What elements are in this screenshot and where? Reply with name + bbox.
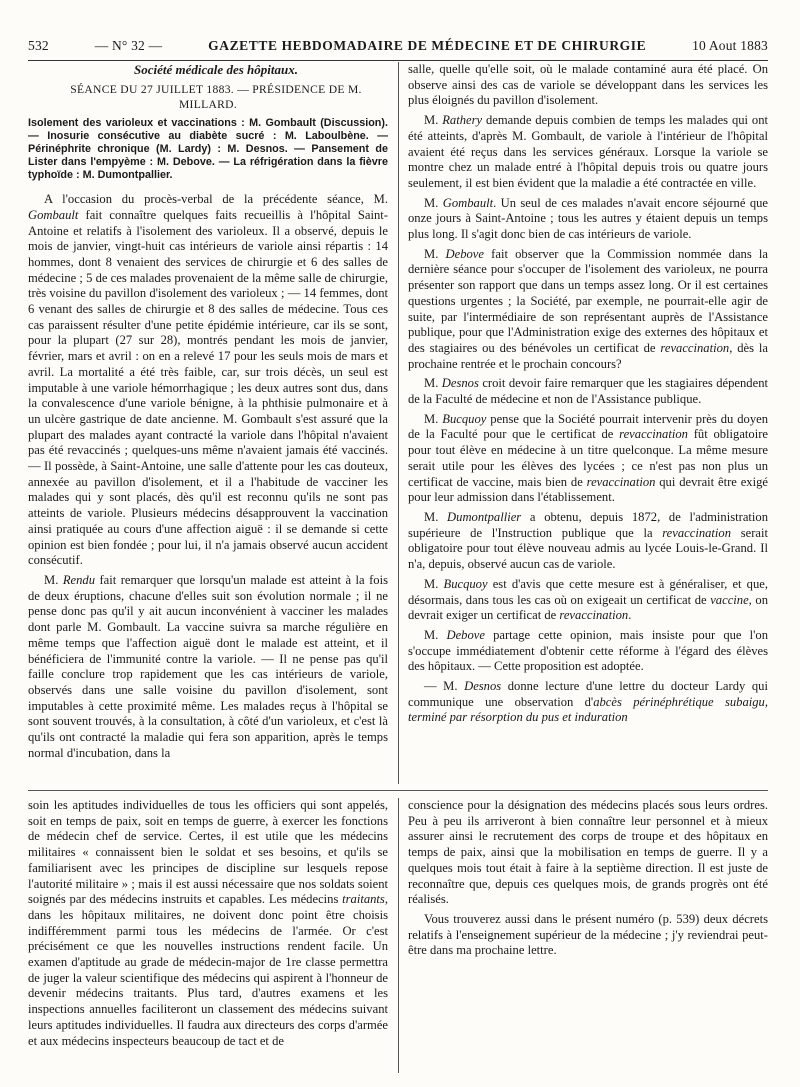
column-divider-upper <box>398 62 399 784</box>
paragraph-bucquoy-2: M. Bucquoy est d'avis que cette mesure est à généraliser, et que, désormais, dans tous les cas où on exigeait un certificat de vaccine, on devrait exiger un certificat de revaccination. <box>408 576 768 623</box>
paragraph-debove-2: M. Debove partage cette opinion, mais insiste pour que l'on s'occupe immédiatement d'obtenir cette réforme à l'égard des élèves des hôpitaux. — Cette proposition est adoptée. <box>408 627 768 674</box>
upper-right-column <box>408 62 768 784</box>
paragraph-debove: M. Debove fait observer que la Commission nommée dans la dernière séance pour s'occuper de l'isolement des varioleux, ne pourra présenter son rapport que dans un temps assez long. Or il est certaines questions urgentes ; la Société, par exemple, ne pourrait-elle agir de suite, par l'intermédiaire de son représentant auprès de l'Assistance publique, pour que l'Administration exige des externes des hôpitaux et des stagiaires ou des bénévoles un certificat de revaccination, dès la prochaine rentrée et le prochain concours? <box>408 246 768 371</box>
paragraph-rendu: M. Rendu fait remarquer que lorsqu'un malade est atteint à la fois de deux éruptions, chacune d'elles suit son évolution normale ; il ne pense donc pas qu'il y ait aucun inconvénient à vacciner les malades dont parle M. Gombault. La vaccine suivra sa marche régulière en même temps que l'affection aiguë dont le malade est atteint, et il bénéficiera de l'immunité contre la variole. — Il ne pense pas qu'il faille conclure trop rapidement que les cas intérieurs de variole, observés dans une salle voisine du pavillon d'isolement, sont imputables à cette proximité même. Les malades reçus à l'hôpital se sont souvent trouvés, à la consultation, à côté d'un varioleux, et c'est là qu'ils ont contracté la maladie qui fera son apparition, après le temps normal d'incubation, dans la <box>28 572 388 760</box>
paragraph-lower-left: soin les aptitudes individuelles de tous les officiers qui sont appelés, soit en temps de paix, soit en temps de guerre, à exercer les fonctions de médecin chef de service. Certes, il est utile que les médecins militaires « connaissent bien le soldat et ses besoins, et qu'ils se familiarisent avec les principes de discipline sur lesquels repose l'autorité militaire » ; mais il est aussi nécessaire que nos soldats soient soignés par des médecins instruits et capables. Les médecins traitants, dans les hôpitaux militaires, ne doivent donc point être choisis indifféremment parmi tous les médecins de l'armée. Or c'est précisément ce que les nouvelles instructions rendent facile. Un examen d'aptitude au grade de médecin-major de 1re classe permettra de juger la valeur scientifique des médecins qui aspirent à l'honneur de devenir médecins traitants. Plus tard, d'autres examens et les inspections annuelles faciliteront un classement des médecins suivant leurs aptitudes individuelles. Il faudra aux directeurs des corps d'armée et aux médecins inspecteurs beaucoup de tact et de <box>28 798 388 1048</box>
paragraph-gombault-reply: M. Gombault. Un seul de ces malades n'avait encore séjourné que onze jours à Saint-Antoine ; tous les autres y étaient depuis un temps plus long. Il s'agit donc bien de cas intérieurs de variole. <box>408 195 768 242</box>
paragraph-gombault: A l'occasion du procès-verbal de la précédente séance, M. Gombault fait connaître quelques faits recueillis à l'hôpital Saint-Antoine et relatifs à l'isolement des varioleux. Il a observé, depuis le mois de janvier, vingt-huit cas intérieurs de variole ainsi répartis : 14 hommes, dont 8 venaient des services de chirurgie et 6 des salles de médecine ; 5 de ces malades provenaient de la même salle de chirurgie, très voisine du pavillon d'isolement des varioleux ; — 14 femmes, dont 6 venant des salles de chirurgie et 8 des salles de médecine. Tous ces cas paraissent résulter d'une petite épidémie intérieure, car ils se sont, pour la plupart (27 sur 28), montrés pendant les mois de janvier, février, mars et avril : on en a relevé 17 pour les seuls mois de mars et avril. La mortalité a été très faible, car, sur trois décès, un seul est imputable à une variole hémorrhagique ; les deux autres sont dus, dans la convalescence d'une variole bénigne, à la phthisie pulmonaire et à un ulcère gastrique de date ancienne. M. Gombault s'est assuré que la plupart des malades ayant contracté la variole dans l'hôpital n'avaient pas été revaccinés ; quelques-uns même n'avaient jamais été vaccinés. — Il possède, à Saint-Antoine, une salle d'attente pour les cas douteux, annexée au pavillon d'isolement, et il a l'habitude de vacciner les malades qui y sont placés, dès qu'il est reconnu qu'ils ne sont pas atteints de variole. Plusieurs médecins désapprouvent la vaccination ainsi pratiquée au cours d'une affection aiguë : il se demande si cette opinion est bien fondée ; pour lui, il n'a jamais observé aucun accident consécutif. <box>28 192 388 568</box>
page-number: 532 <box>28 38 49 53</box>
paragraph-rathery: M. Rathery demande depuis combien de temps les malades qui ont été atteints, d'après M. Gombault, de variole à l'intérieur de l'hôpital avaient été reçus dans les services généraux. Lorsque la variole se montre chez un malade entré à l'hôpital depuis trois ou quatre jours seulement, il est bien évident que la maladie a été contractée en ville. <box>408 113 768 190</box>
speaker-name: Gombault <box>28 207 79 222</box>
issue-number: — N° 32 — <box>94 38 163 53</box>
paragraph-lower-right-2: Vous trouverez aussi dans le présent numéro (p. 539) deux décrets relatifs à l'enseignement supérieur de la médecine ; j'y reviendrai peut-être dans ma prochaine lettre. <box>408 911 768 958</box>
paragraph-continuation: salle, quelle qu'elle soit, où le malade contaminé aura été placé. On observe ainsi des cas de variole se développant dans les services les plus éloignés du pavillon d'isolement. <box>408 62 768 108</box>
paragraph-desnos-2: — M. Desnos donne lecture d'une lettre du docteur Lardy qui communique une observation d'abcès périnéphrétique subaigu, terminé par résorption du pus et induration <box>408 679 768 725</box>
lower-right-column <box>408 798 768 1073</box>
seance-line: SÉANCE DU 27 JUILLET 1883. — PRÉSIDENCE DE M. MILLARD. <box>70 82 362 112</box>
paragraph-lower-right-1: conscience pour la désignation des médecins placés sous leurs ordres. Peu à peu ils arriveront à bien connaître leur personnel et à mieux assurer ainsi le recrutement des corps de troupe et des hôpitaux en temps de paix, ainsi que la mobilisation en temps de guerre. Il y a quelques mois tout était à faire à la septième direction. Il est juste de reconnaître que, depuis ces quelques mois, de grands progrès ont été réalisés. <box>408 798 768 907</box>
section-divider <box>28 790 768 791</box>
paragraph-dumontpallier: M. Dumontpallier a obtenu, depuis 1872, de l'administration supérieure de l'Instruction publique que la revaccination serait obligatoire pour tout élève nouveau admis au lycée Louis-le-Grand. Il n'a, depuis, observé aucun cas de variole. <box>408 509 768 572</box>
paragraph-bucquoy: M. Bucquoy pense que la Société pourrait intervenir près du doyen de la Faculté pour que le certificat de revaccination fût obligatoire pour tout élève en médecine à un titre quelconque. La même mesure serait utile pour les élèves des lycées ; ce n'est pas non plus un certificat de vaccine, mais bien de revaccination qui devrait être exigé pour leur admission dans l'établissement. <box>408 411 768 505</box>
paragraph-desnos: M. Desnos croit devoir faire remarquer que les stagiaires dépendent de la Faculté de médecine et non de l'Assistance publique. <box>408 376 768 407</box>
issue-date: 10 Aout 1883 <box>692 38 768 53</box>
journal-title: GAZETTE HEBDOMADAIRE DE MÉDECINE ET DE CHIRURGIE <box>208 38 647 53</box>
running-header <box>28 38 768 61</box>
session-summary: Isolement des varioleux et vaccinations : M. Gombault (Discussion). — Inosurie consécutive au diabète sucré : M. Laboulbène. — Périnéphrite chronique (M. Lardy) : M. Desnos. — Pansement de Lister dans l'empyème : M. Debove. — La réfrigération dans la fièvre typhoïde : M. Dumontpallier. <box>28 117 388 182</box>
speaker-name: Rendu <box>62 572 95 587</box>
column-divider-lower <box>398 798 399 1073</box>
lower-left-column <box>28 798 388 1073</box>
upper-left-column <box>28 62 388 784</box>
section-title: Société médicale des hôpitaux. <box>134 62 298 77</box>
